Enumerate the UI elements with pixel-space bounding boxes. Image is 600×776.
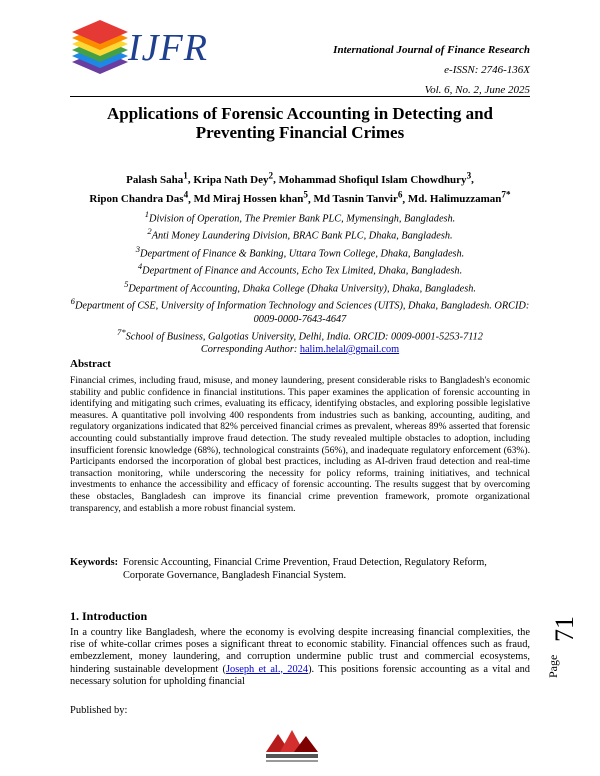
- keywords-label: Keywords:: [70, 557, 119, 568]
- header-divider: [70, 96, 530, 97]
- journal-logo: [70, 20, 230, 84]
- publisher-logo: [262, 726, 322, 766]
- journal-issn: e-ISSN: 2746-136X: [444, 64, 530, 76]
- page-number-marker: [546, 616, 582, 700]
- abstract-text: Financial crimes, including fraud, misuse, and money laundering, present considerable risks to Bangladesh's economic stability and public confidence in financial institutions. This paper examines the application of forensic accounting in identifying and mitigating such crimes, evaluating its efficacy, identifying obstacles, and exploring possible legislative measures. A quantitative poll involving 400 respondents from industries such as banking, accounting, auditing, and regulatory organizations indicated that 82% perceived financial crimes as prevalent, whereas 89% asserted that forensic accounting could substantially improve fraud detection. The study revealed multiple obstacles to adoption, including insufficient forensic knowledge (68%), technological constraints (56%), and inadequate regulatory enforcement (63%). Participants endorsed the incorporation of global best practices, including as AI-driven fraud detection and real-time transaction monitoring, while underscoring the necessity for policy reforms, training initiatives, and technical investments to enhance the accessibility and efficacy of forensic accounting. The results suggest that by overcoming these obstacles, Bangladesh can improve its financial crime prevention framework, promote organizational transparency, and establish a more robust financial system.: [70, 375, 530, 514]
- author: Palash Saha$^1$: [126, 170, 188, 186]
- journal-volume: Vol. 6, No. 2, June 2025: [424, 84, 530, 96]
- page-number: 71: [550, 616, 579, 642]
- author: Mohammad Shofiqul Islam Chowdhury$^3$: [278, 170, 472, 186]
- intro-paragraph: In a country like Bangladesh, where the economy is evolving despite increasing financial complexities, the rise of white-collar crimes poses a significant threat to economic stability. Financial offences such as fraud, embezzlement, money laundering, and corruption undermine public trust and commercial ecosystems, hindering sustainable development (Joseph et al., 2024). This positions forensic accounting as a vital and necessary solution for upholding financial: [70, 627, 530, 687]
- affiliation: $^1$Division of Operation, The Premier Bank PLC, Mymensingh, Bangladesh.: [144, 209, 456, 225]
- affiliation: $^4$Department of Finance and Accounts, Echo Tex Limited, Dhaka, Bangladesh.: [137, 261, 463, 277]
- author: Ripon Chandra Das$^4$: [89, 189, 189, 206]
- paper-title: Applications of Forensic Accounting in Detecting and Preventing Financial Crimes: [107, 104, 493, 142]
- author: Md. Halimuzzaman$^{7*}$: [407, 189, 511, 206]
- author: Md Miraj Hossen khan$^5$: [193, 189, 308, 206]
- section-heading: 1. Introduction: [70, 609, 148, 623]
- keywords-text: Forensic Accounting, Financial Crime Prevention, Fraud Detection, Regulatory Reform, Corporate Governance, Bangladesh Financial System.: [123, 557, 487, 581]
- layers-logo-icon: [70, 20, 130, 84]
- affiliation-list: [70, 208, 530, 356]
- journal-name: International Journal of Finance Research: [333, 44, 530, 56]
- keywords: [70, 556, 530, 582]
- author: Md Tasnin Tanvir$^6$: [313, 189, 403, 206]
- citation-link[interactable]: Joseph et al., 2024: [225, 663, 309, 675]
- corresponding-email-link[interactable]: halim.helal@gmail.com: [299, 343, 400, 355]
- author-list: Palash Saha$^1$, Kripa Nath Dey$^2$, Mohammad Shofiqul Islam Chowdhury$^3$, Ripon Chandra Das$^4$, Md Miraj Hossen khan$^5$, Md Tasnin Tanvir$^6$, Md. Halimuzzaman$^{7*}$: [89, 170, 511, 206]
- affiliation: $^2$Anti Money Laundering Division, BRAC Bank PLC, Dhaka, Bangladesh.: [147, 226, 453, 242]
- affiliation: $^6$Department of CSE, University of Information Technology and Sciences (UITS), Dhaka, Bangladesh. ORCID: 0009-0000-7643-4647: [70, 296, 530, 325]
- published-by: Published by:: [70, 705, 128, 716]
- logo-wordmark: IJFR: [128, 27, 208, 69]
- abstract-heading: Abstract: [70, 358, 111, 370]
- journal-info: [333, 40, 530, 100]
- corresponding-author: Corresponding Author: halim.helal@gmail.com: [200, 343, 400, 355]
- affiliation: $^5$Department of Accounting, Dhaka College (Dhaka University), Dhaka, Bangladesh.: [124, 278, 476, 295]
- author: Kripa Nath Dey$^2$: [193, 170, 274, 186]
- page-label: Page: [546, 654, 560, 678]
- affiliation: $^3$Department of Finance & Banking, Uttara Town College, Dhaka, Bangladesh.: [135, 243, 465, 260]
- publisher-logo-icon: [262, 726, 322, 766]
- affiliation: $^{7*}$School of Business, Galgotias University, Delhi, India. ORCID: 0009-0001-5253-7112: [117, 326, 483, 342]
